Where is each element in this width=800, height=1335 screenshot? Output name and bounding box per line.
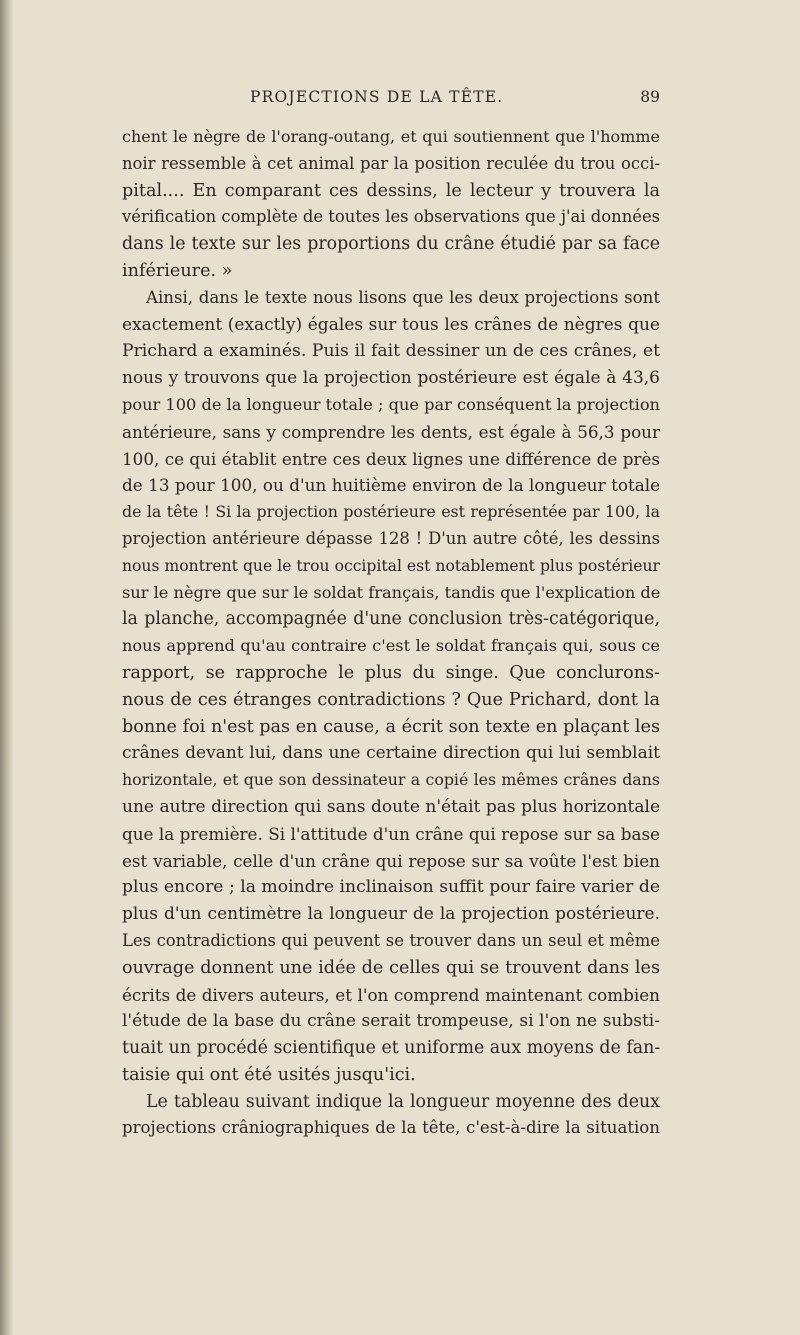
text-line: noir ressemble à cet animal par la position reculée du trou occi- — [122, 153, 660, 173]
text-line: projection antérieure dépasse 128 ! D'un autre côté, les dessins — [122, 528, 660, 548]
text-line: nous de ces étranges contradictions ? Que Prichard, dont la — [122, 689, 660, 710]
text-line: Les contradictions qui peuvent se trouver dans un seul et même — [122, 930, 660, 950]
text-line: Ainsi, dans le texte nous lisons que les deux projections sont — [146, 287, 660, 307]
text-line: chent le nègre de l'orang-outang, et qui soutiennent que l'homme — [122, 127, 660, 146]
page-binding-shadow — [0, 0, 14, 1335]
text-line: antérieure, sans y comprendre les dents, est égale à 56,3 pour — [122, 421, 660, 442]
text-line: pour 100 de la longueur totale ; que par conséquent la projection — [122, 394, 660, 414]
running-title: PROJECTIONS DE LA TÊTE. — [250, 88, 504, 106]
text-line: tuait un procédé scientifique et uniforme aux moyens de fan- — [122, 1038, 660, 1059]
text-line: dans le texte sur les proportions du crâne étudié par sa face — [122, 234, 660, 255]
text-line: plus d'un centimètre la longueur de la projection postérieure. — [122, 904, 660, 925]
text-line: inférieure. » — [122, 260, 233, 281]
text-line: une autre direction qui sans doute n'était pas plus horizontale — [122, 796, 660, 817]
body-text — [122, 124, 660, 1142]
text-line: pital.... En comparant ces dessins, le lecteur y trouvera la — [122, 180, 660, 201]
text-line: de la tête ! Si la projection postérieure est représentée par 100, la — [122, 502, 660, 522]
text-line: l'étude de la base du crâne serait trompeuse, si l'on ne substi- — [122, 1011, 660, 1032]
text-line: que la première. Si l'attitude d'un crâne qui repose sur sa base — [122, 823, 660, 844]
text-line: vérification complète de toutes les observations que j'ai données — [122, 207, 660, 227]
text-line: de 13 pour 100, ou d'un huitième environ de la longueur totale — [122, 475, 660, 496]
text-line: exactement (exactly) égales sur tous les crânes de nègres que — [122, 314, 660, 335]
text-line: plus encore ; la moindre inclinaison suffit pour faire varier de — [122, 877, 660, 898]
text-line: la planche, accompagnée d'une conclusion très-catégorique, — [122, 609, 660, 630]
text-line: 100, ce qui établit entre ces deux lignes une différence de près — [122, 448, 660, 469]
text-line: nous apprend qu'au contraire c'est le soldat français qui, sous ce — [122, 636, 660, 656]
text-line: horizontale, et que son dessinateur a copié les mêmes crânes dans — [122, 770, 660, 790]
text-line: Prichard a examinés. Puis il fait dessiner un de ces crânes, et — [122, 341, 660, 362]
text-line: est variable, celle d'un crâne qui repose sur sa voûte l'est bien — [122, 850, 660, 871]
text-line: ouvrage donnent une idée de celles qui se trouvent dans les — [122, 957, 660, 978]
text-line: rapport, se rapproche le plus du singe. Que conclurons- — [122, 662, 660, 683]
text-line: nous y trouvons que la projection postérieure est égale à 43,6 — [122, 368, 660, 389]
text-line: écrits de divers auteurs, et l'on comprend maintenant combien — [122, 984, 660, 1005]
page-number: 89 — [640, 88, 660, 106]
text-line: sur le nègre que sur le soldat français, tandis que l'explication de — [122, 582, 660, 602]
text-line: projections crâniographiques de la tête, c'est-à-dire la situation — [122, 1118, 660, 1138]
page-header — [120, 88, 660, 110]
text-line: Le tableau suivant indique la longueur moyenne des deux — [146, 1091, 660, 1112]
text-line: nous montrent que le trou occipital est notablement plus postérieur — [122, 556, 660, 575]
text-line: crânes devant lui, dans une certaine direction qui lui semblait — [122, 743, 660, 764]
text-line: taisie qui ont été usités jusqu'ici. — [122, 1064, 416, 1085]
text-line: bonne foi n'est pas en cause, a écrit son texte en plaçant les — [122, 716, 660, 737]
